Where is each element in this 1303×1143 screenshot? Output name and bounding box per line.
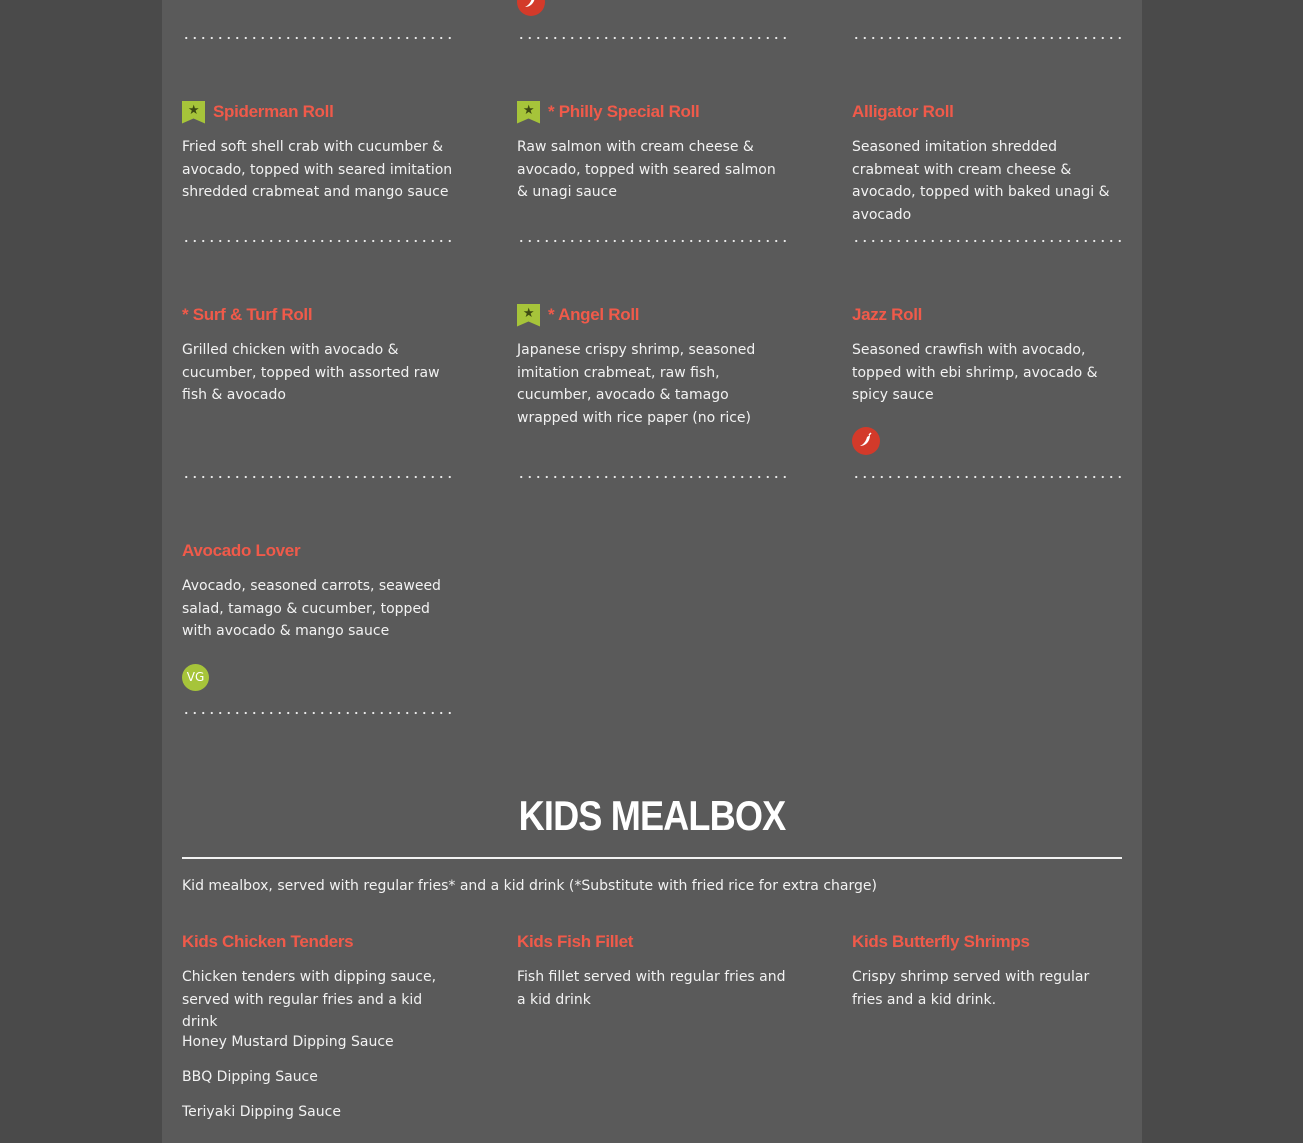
divider-dots bbox=[182, 35, 454, 41]
menu-item-spiderman-roll[interactable] bbox=[182, 100, 454, 204]
sauce-option[interactable]: Honey Mustard Dipping Sauce bbox=[182, 1034, 394, 1050]
item-description: Fish fillet served with regular fries and a kid drink bbox=[517, 969, 786, 1008]
spicy-chili-icon bbox=[852, 427, 880, 455]
item-description: Seasoned imitation shredded crabmeat with cream cheese & avocado, topped with baked unagi & avocado bbox=[852, 139, 1110, 223]
section-intro: Kid mealbox, served with regular fries* and a kid drink (*Substitute with fried rice for extra charge) bbox=[182, 878, 877, 894]
item-title: Spiderman Roll bbox=[213, 102, 334, 121]
divider-dots bbox=[852, 238, 1124, 244]
item-description: Chicken tenders with dipping sauce, served with regular fries and a kid drink bbox=[182, 969, 437, 1030]
menu-item-avocado-lover[interactable] bbox=[182, 539, 454, 643]
sauce-option[interactable]: BBQ Dipping Sauce bbox=[182, 1069, 318, 1085]
item-description: Fried soft shell crab with cucumber & avocado, topped with seared imitation shredded crabmeat and mango sauce bbox=[182, 139, 453, 200]
item-title: * Angel Roll bbox=[548, 305, 640, 324]
item-description: Crispy shrimp served with regular fries and a kid drink. bbox=[852, 969, 1090, 1008]
menu-item-jazz-roll[interactable] bbox=[852, 303, 1124, 407]
item-title: Kids Butterfly Shrimps bbox=[852, 932, 1030, 951]
item-title: Kids Chicken Tenders bbox=[182, 932, 354, 951]
section-title: KIDS MEALBOX bbox=[518, 792, 786, 839]
item-description: Raw salmon with cream cheese & avocado, topped with seared salmon & unagi sauce bbox=[517, 139, 776, 200]
item-title: * Philly Special Roll bbox=[548, 102, 700, 121]
divider-dots bbox=[852, 474, 1124, 480]
menu-item-alligator-roll[interactable] bbox=[852, 100, 1124, 226]
vegetarian-badge: VG bbox=[182, 664, 209, 691]
item-title: * Surf & Turf Roll bbox=[182, 305, 313, 324]
menu-item-kids-fish-fillet[interactable] bbox=[517, 930, 789, 1011]
divider-dots bbox=[182, 710, 454, 716]
menu-item-angel-roll[interactable] bbox=[517, 303, 789, 429]
sauce-option[interactable]: Teriyaki Dipping Sauce bbox=[182, 1104, 341, 1120]
menu-item-kids-chicken-tenders[interactable] bbox=[182, 930, 454, 1034]
item-description: Avocado, seasoned carrots, seaweed salad, tamago & cucumber, topped with avocado & mango sauce bbox=[182, 578, 441, 639]
item-title: Jazz Roll bbox=[852, 305, 923, 324]
chef-special-star-icon bbox=[182, 101, 205, 124]
menu-item-philly-special-roll[interactable] bbox=[517, 100, 789, 204]
chef-special-star-icon bbox=[517, 101, 540, 124]
divider-dots bbox=[517, 35, 789, 41]
divider-dots bbox=[182, 474, 454, 480]
divider-dots bbox=[517, 474, 789, 480]
divider-dots bbox=[182, 238, 454, 244]
section-rule bbox=[182, 857, 1122, 859]
divider-dots bbox=[517, 238, 789, 244]
item-description: Japanese crispy shrimp, seasoned imitation crabmeat, raw fish, cucumber, avocado & tamago wrapped with rice paper (no rice) bbox=[517, 342, 756, 426]
item-description: Seasoned crawfish with avocado, topped with ebi shrimp, avocado & spicy sauce bbox=[852, 342, 1098, 403]
item-title: Avocado Lover bbox=[182, 541, 301, 560]
menu-item-kids-butterfly-shrimps[interactable] bbox=[852, 930, 1124, 1011]
item-description: Grilled chicken with avocado & cucumber, topped with assorted raw fish & avocado bbox=[182, 342, 440, 403]
menu-item-surf-turf-roll[interactable] bbox=[182, 303, 454, 407]
chef-special-star-icon bbox=[517, 304, 540, 327]
divider-dots bbox=[852, 35, 1124, 41]
item-title: Kids Fish Fillet bbox=[517, 932, 634, 951]
item-title: Alligator Roll bbox=[852, 102, 954, 121]
